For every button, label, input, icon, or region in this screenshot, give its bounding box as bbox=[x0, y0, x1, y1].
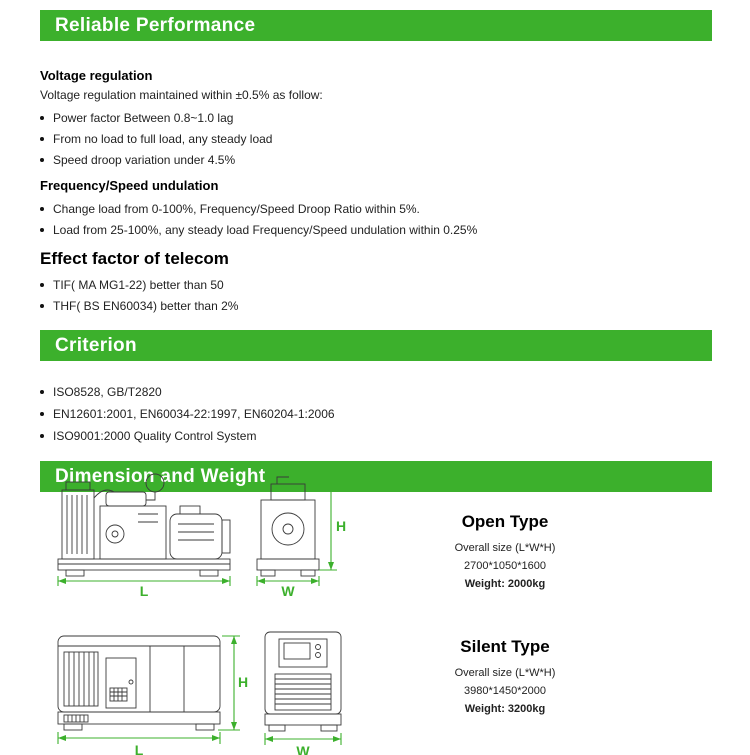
open-type-side-view-drawing bbox=[245, 462, 347, 598]
bullet-text: Power factor Between 0.8~1.0 lag bbox=[53, 110, 234, 125]
open-height-dim-label: H bbox=[335, 518, 347, 534]
frequency-undulation-heading: Frequency/Speed undulation bbox=[40, 178, 219, 193]
telecom-bullet-list bbox=[40, 274, 710, 316]
list-item bbox=[40, 128, 710, 149]
list-item bbox=[40, 219, 710, 240]
open-type-front-view-drawing bbox=[52, 462, 238, 598]
bullet-dot-icon bbox=[40, 283, 44, 287]
silent-type-weight: Weight: 3200kg bbox=[464, 703, 546, 715]
open-type-size-label: Overall size (L*W*H) bbox=[454, 542, 556, 554]
bullet-text: ISO9001:2000 Quality Control System bbox=[53, 429, 257, 443]
bullet-text: Speed droop variation under 4.5% bbox=[53, 152, 236, 167]
open-genset-side-line-art bbox=[257, 477, 319, 576]
bullet-dot-icon bbox=[40, 207, 44, 211]
silent-front-line-art bbox=[265, 632, 341, 731]
bullet-dot-icon bbox=[40, 116, 44, 120]
list-item bbox=[40, 425, 710, 447]
performance-content bbox=[0, 68, 750, 316]
frequency-bullet-list bbox=[40, 198, 710, 240]
open-genset-line-art bbox=[58, 474, 230, 576]
bullet-text: From no load to full load, any steady load bbox=[53, 131, 273, 146]
open-type-size-value: 2700*1050*1600 bbox=[464, 560, 546, 572]
silent-enclosure-line-art bbox=[58, 636, 220, 730]
bullet-text: ISO8528, GB/T2820 bbox=[53, 385, 162, 399]
bullet-text: TIF( MA MG1-22) better than 50 bbox=[53, 277, 224, 292]
banner-reliable-performance bbox=[40, 10, 712, 41]
bullet-dot-icon bbox=[40, 304, 44, 308]
bullet-dot-icon bbox=[40, 434, 44, 438]
criterion-content bbox=[0, 381, 750, 447]
silent-type-front-view-drawing bbox=[255, 624, 357, 755]
bullet-dot-icon bbox=[40, 137, 44, 141]
bullet-dot-icon bbox=[40, 228, 44, 232]
silent-type-side-view-drawing bbox=[50, 624, 250, 755]
open-type-spec bbox=[415, 512, 595, 593]
voltage-regulation-heading: Voltage regulation bbox=[40, 68, 153, 83]
silent-height-dim-label: H bbox=[237, 674, 249, 690]
silent-type-size-value: 3980*1450*2000 bbox=[464, 685, 546, 697]
banner-title: Dimension and Weight bbox=[55, 466, 266, 487]
banner-title: Reliable Performance bbox=[55, 15, 256, 36]
silent-type-size-label: Overall size (L*W*H) bbox=[454, 667, 556, 679]
voltage-bullet-list bbox=[40, 107, 710, 170]
bullet-text: THF( BS EN60034) better than 2% bbox=[53, 298, 239, 313]
list-item bbox=[40, 198, 710, 219]
banner-criterion bbox=[40, 330, 712, 361]
voltage-regulation-intro: Voltage regulation maintained within ±0.5% as follow: bbox=[40, 88, 323, 102]
open-type-title: Open Type bbox=[461, 512, 549, 531]
bullet-dot-icon bbox=[40, 412, 44, 416]
open-type-weight: Weight: 2000kg bbox=[464, 578, 546, 590]
list-item bbox=[40, 381, 710, 403]
silent-width-dim-label: W bbox=[296, 743, 310, 755]
list-item bbox=[40, 274, 710, 295]
criterion-bullet-list bbox=[40, 381, 710, 447]
bullet-dot-icon bbox=[40, 390, 44, 394]
silent-length-dim-label: L bbox=[134, 742, 144, 755]
bullet-text: Change load from 0-100%, Frequency/Speed Droop Ratio within 5%. bbox=[53, 201, 420, 216]
list-item bbox=[40, 295, 710, 316]
list-item bbox=[40, 149, 710, 170]
silent-type-spec bbox=[415, 637, 595, 718]
bullet-text: EN12601:2001, EN60034-22:1997, EN60204-1:2006 bbox=[53, 407, 335, 421]
list-item bbox=[40, 107, 710, 128]
open-width-dim-label: W bbox=[281, 583, 295, 598]
list-item bbox=[40, 403, 710, 425]
bullet-text: Load from 25-100%, any steady load Frequency/Speed undulation within 0.25% bbox=[53, 222, 478, 237]
bullet-dot-icon bbox=[40, 158, 44, 162]
silent-type-title: Silent Type bbox=[460, 637, 550, 656]
banner-title: Criterion bbox=[55, 335, 137, 356]
telecom-effect-heading: Effect factor of telecom bbox=[40, 249, 229, 268]
open-length-dim-label: L bbox=[139, 583, 149, 598]
